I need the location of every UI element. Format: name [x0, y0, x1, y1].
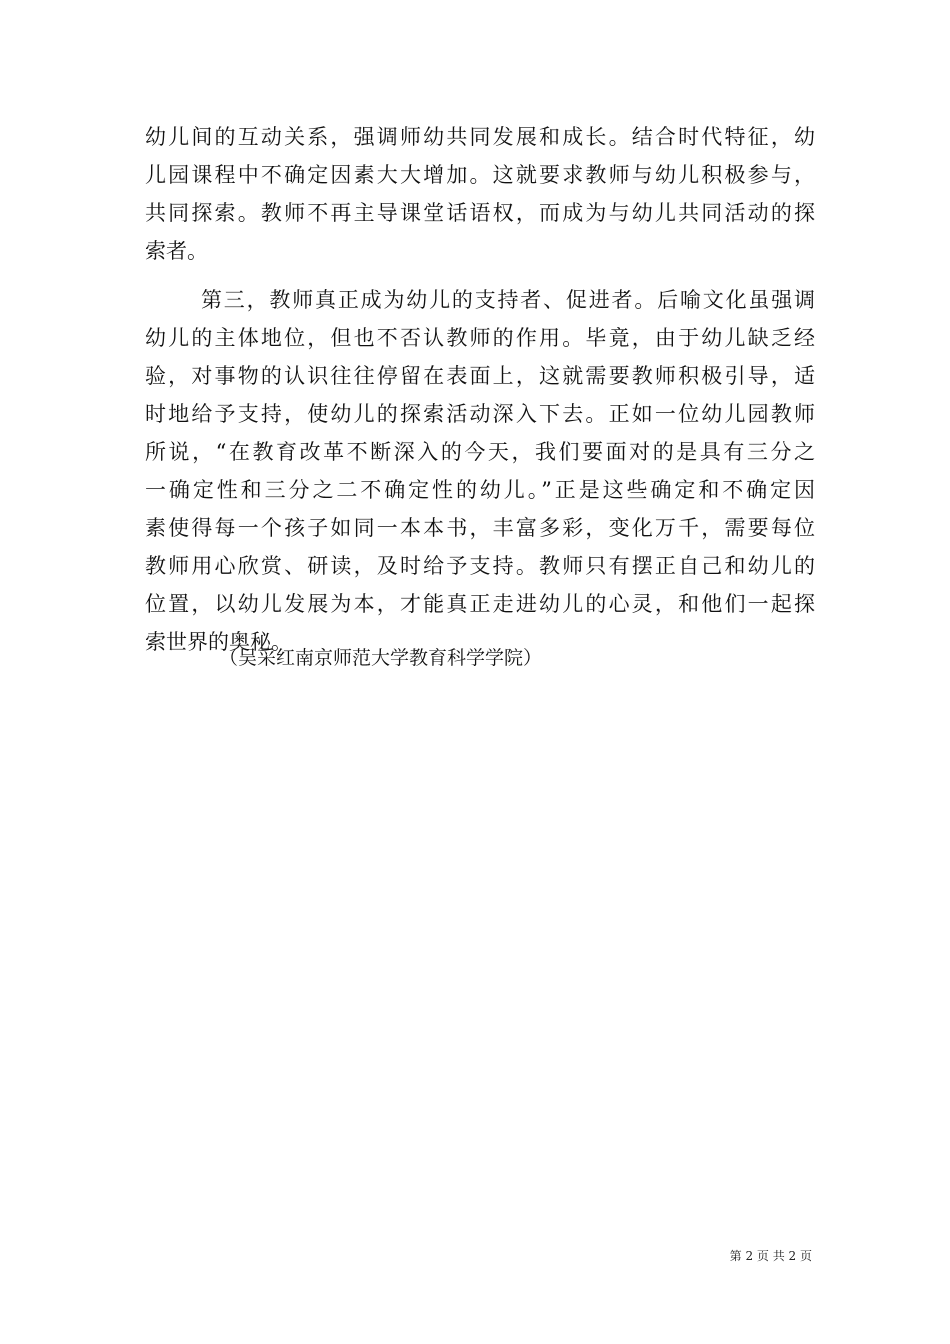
text-line: 幼儿间的互动关系，强调师幼共同发展和成长。结合时代特征，幼	[145, 125, 815, 149]
text-line: 一确定性和三分之二不确定性的幼儿。”正是这些确定和不确定因	[145, 478, 815, 502]
text-line: 所说，“在教育改革不断深入的今天，我们要面对的是具有三分之	[145, 440, 815, 464]
page-number-footer: 第 2 页 共 2 页	[729, 1249, 812, 1263]
text-line: 验，对事物的认识往往停留在表面上，这就需要教师积极引导，适	[145, 364, 815, 388]
text-line: 索世界的奥秘。	[145, 630, 292, 654]
paragraph-gap	[145, 270, 815, 281]
paragraph-1	[145, 118, 815, 270]
body-text	[145, 118, 815, 661]
text-line: 教师用心欣赏、研读，及时给予支持。教师只有摆正自己和幼儿的	[145, 554, 815, 578]
author-attribution: （吴采红南京师范大学教育科学学院）	[219, 647, 543, 669]
text-line: 索者。	[145, 239, 208, 263]
text-line: 位置，以幼儿发展为本，才能真正走进幼儿的心灵，和他们一起探	[145, 592, 815, 616]
text-line: 时地给予支持，使幼儿的探索活动深入下去。正如一位幼儿园教师	[145, 402, 815, 426]
text-line: 儿园课程中不确定因素大大增加。这就要求教师与幼儿积极参与，	[145, 163, 815, 187]
text-line: 第三，教师真正成为幼儿的支持者、促进者。后喻文化虽强调	[201, 288, 815, 312]
paragraph-2	[145, 281, 815, 661]
text-line: 共同探索。教师不再主导课堂话语权，而成为与幼儿共同活动的探	[145, 201, 815, 225]
text-line: 素使得每一个孩子如同一本本书，丰富多彩，变化万千，需要每位	[145, 516, 815, 540]
text-line: 幼儿的主体地位，但也不否认教师的作用。毕竟，由于幼儿缺乏经	[145, 326, 815, 350]
